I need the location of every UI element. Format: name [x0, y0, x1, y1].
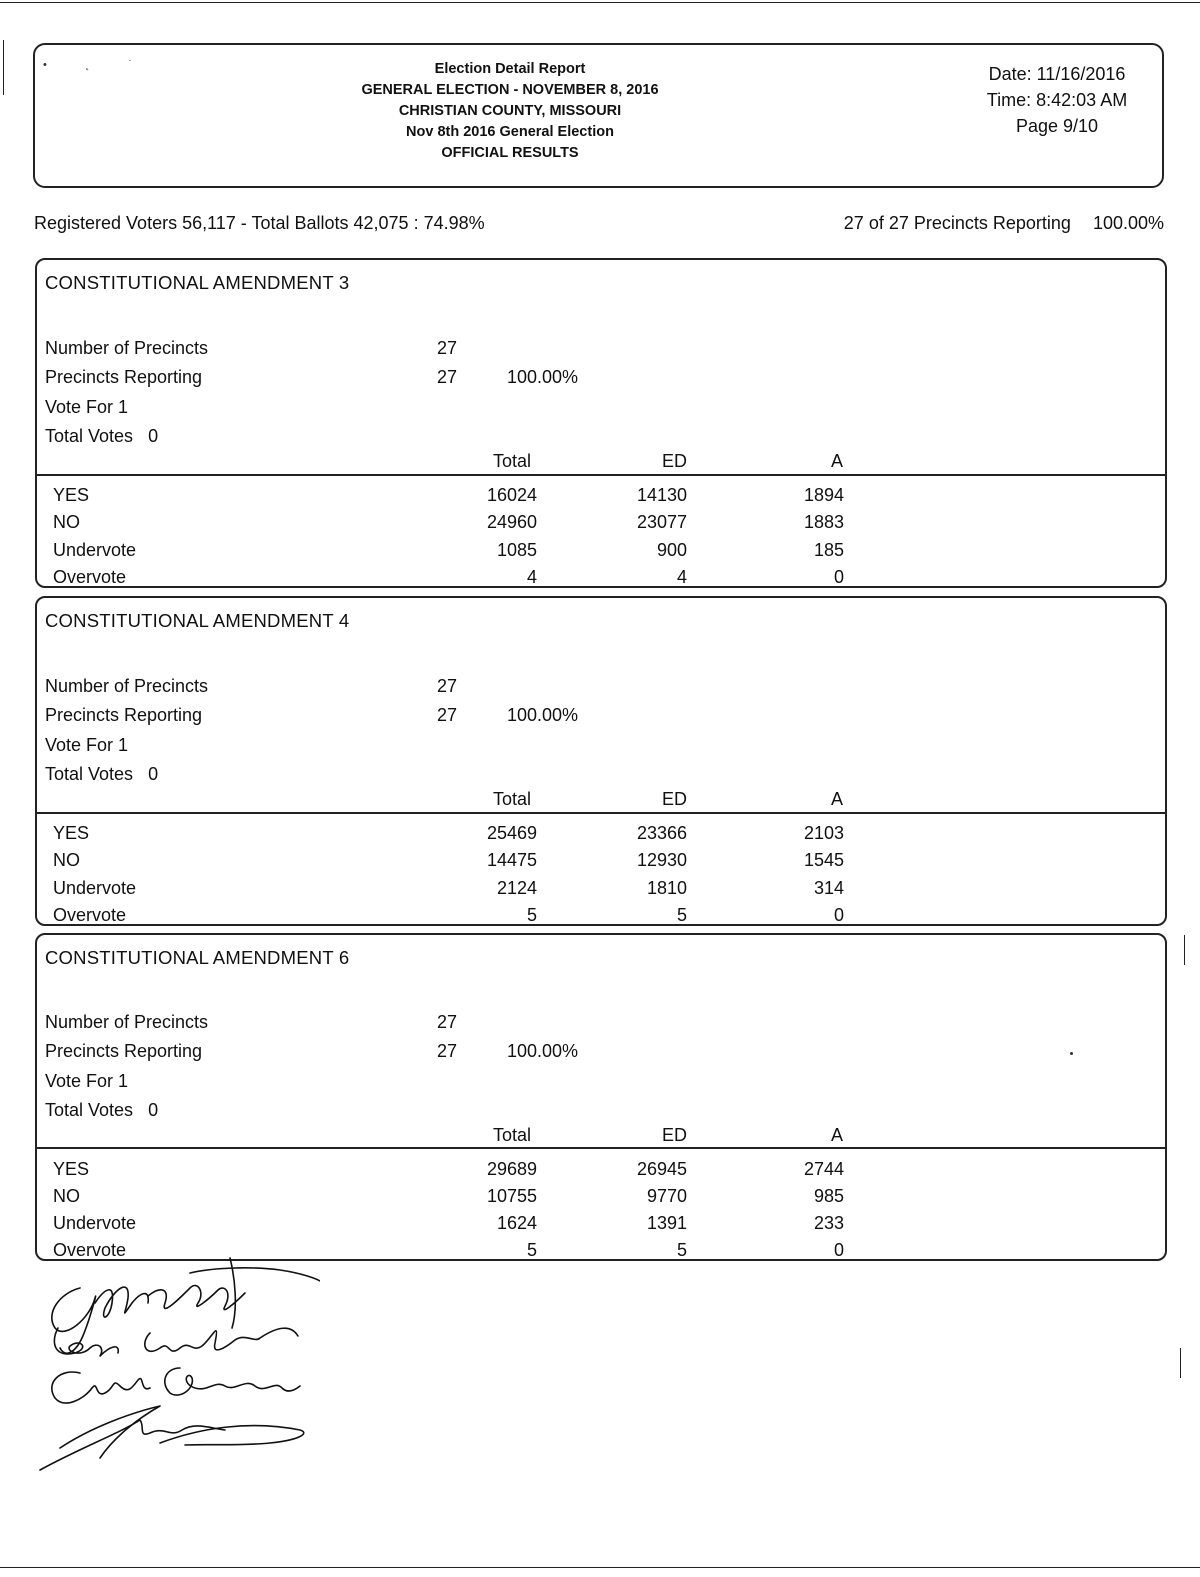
- choice-label: NO: [53, 850, 80, 870]
- scan-speck: [1070, 1052, 1073, 1055]
- total-cell: 5: [526, 1240, 537, 1260]
- total-votes-label: Total Votes: [45, 426, 134, 446]
- contest-section: [35, 933, 1167, 1261]
- column-header-total: Total: [492, 1125, 531, 1145]
- scan-specks: • ˛ ˙: [43, 59, 151, 71]
- choice-label: NO: [53, 1186, 80, 1206]
- precincts-reporting-value: 27: [437, 705, 458, 725]
- precincts-reporting-percent: 100.00%: [507, 1041, 579, 1061]
- precincts-reporting-value: 27: [437, 367, 458, 387]
- table-rule: [37, 812, 1165, 814]
- choice-label: YES: [53, 823, 90, 843]
- scan-edge-left: [3, 40, 4, 95]
- total-votes: [45, 426, 158, 447]
- choice-label: NO: [53, 512, 80, 532]
- column-header-ed: ED: [661, 789, 687, 809]
- handwritten-signatures-icon: [20, 1248, 320, 1478]
- total-cell: 2124: [496, 878, 537, 898]
- total-cell: 25469: [486, 823, 537, 843]
- scan-mark: [1184, 935, 1185, 965]
- column-header-a: A: [830, 789, 843, 809]
- report-meta: [962, 61, 1152, 139]
- ed-cell: 9770: [646, 1186, 687, 1206]
- total-cell: 4: [526, 567, 537, 587]
- a-cell: 0: [833, 905, 844, 925]
- election-title: GENERAL ELECTION - NOVEMBER 8, 2016: [361, 82, 659, 98]
- table-rule: [37, 1147, 1165, 1149]
- a-cell: 1883: [803, 512, 844, 532]
- a-cell: 314: [813, 878, 844, 898]
- vote-for-label: Vote For 1: [45, 1071, 129, 1091]
- contest-title: CONSTITUTIONAL AMENDMENT 4: [45, 610, 350, 631]
- a-cell: 2744: [803, 1159, 844, 1179]
- results-status: OFFICIAL RESULTS: [441, 145, 579, 161]
- choice-label: YES: [53, 485, 90, 505]
- total-cell: 24960: [486, 512, 537, 532]
- choice-label: Undervote: [53, 540, 137, 560]
- scan-mark: [1180, 1348, 1181, 1378]
- total-votes-label: Total Votes: [45, 1100, 134, 1120]
- total-cell: 1085: [496, 540, 537, 560]
- ed-cell: 12930: [636, 850, 687, 870]
- a-cell: 2103: [803, 823, 844, 843]
- page-number: Page 9/10: [1015, 116, 1099, 136]
- total-cell: 10755: [486, 1186, 537, 1206]
- total-votes-value: 0: [148, 1100, 159, 1120]
- choice-label: Overvote: [53, 1240, 127, 1260]
- column-header-ed: ED: [661, 451, 687, 471]
- column-header-total: Total: [492, 789, 531, 809]
- precinct-summary: [844, 213, 1164, 234]
- precincts-reporting-pct: 100.00%: [1092, 213, 1164, 233]
- column-header-total: Total: [492, 451, 531, 471]
- total-cell: 5: [526, 905, 537, 925]
- number-of-precincts-label: Number of Precincts: [45, 338, 209, 358]
- a-cell: 233: [813, 1213, 844, 1233]
- total-cell: 29689: [486, 1159, 537, 1179]
- contest-section: [35, 258, 1167, 588]
- precincts-reporting-value: 27: [437, 1041, 458, 1061]
- choice-label: Undervote: [53, 878, 137, 898]
- number-of-precincts-value: 27: [437, 338, 458, 358]
- table-rule: [37, 474, 1165, 476]
- choice-label: Overvote: [53, 567, 127, 587]
- precincts-reporting-label: Precincts Reporting: [45, 705, 203, 725]
- total-cell: 1624: [496, 1213, 537, 1233]
- precincts-reporting-percent: 100.00%: [507, 367, 579, 387]
- ed-cell: 23366: [636, 823, 687, 843]
- ed-cell: 900: [656, 540, 687, 560]
- election-name: Nov 8th 2016 General Election: [406, 124, 614, 140]
- county-name: CHRISTIAN COUNTY, MISSOURI: [398, 103, 622, 119]
- ed-cell: 5: [676, 905, 687, 925]
- ed-cell: 14130: [636, 485, 687, 505]
- total-votes: [45, 1100, 158, 1121]
- ed-cell: 23077: [636, 512, 687, 532]
- ed-cell: 26945: [636, 1159, 687, 1179]
- column-header-ed: ED: [661, 1125, 687, 1145]
- total-votes-label: Total Votes: [45, 764, 134, 784]
- contest-title: CONSTITUTIONAL AMENDMENT 3: [45, 272, 350, 293]
- scan-edge-bottom: [0, 1567, 1200, 1568]
- column-header-a: A: [830, 451, 843, 471]
- a-cell: 0: [833, 1240, 844, 1260]
- total-votes: [45, 764, 158, 785]
- ed-cell: 5: [676, 1240, 687, 1260]
- choice-label: YES: [53, 1159, 90, 1179]
- total-votes-value: 0: [148, 764, 159, 784]
- total-cell: 14475: [486, 850, 537, 870]
- a-cell: 1894: [803, 485, 844, 505]
- total-votes-value: 0: [148, 426, 159, 446]
- voter-summary: Registered Voters 56,117 - Total Ballots 42,075 : 74.98%: [34, 213, 485, 233]
- a-cell: 985: [813, 1186, 844, 1206]
- report-date: Date: 11/16/2016: [988, 64, 1126, 84]
- column-header-a: A: [830, 1125, 843, 1145]
- total-cell: 16024: [486, 485, 537, 505]
- precincts-reporting-text: 27 of 27 Precincts Reporting: [843, 213, 1071, 233]
- report-heading: [285, 59, 735, 164]
- ed-cell: 4: [676, 567, 687, 587]
- report-title: Election Detail Report: [434, 61, 586, 77]
- report-time: Time: 8:42:03 AM: [986, 90, 1128, 110]
- vote-for-label: Vote For 1: [45, 397, 129, 417]
- number-of-precincts-label: Number of Precincts: [45, 676, 209, 696]
- precincts-reporting-label: Precincts Reporting: [45, 367, 203, 387]
- precincts-reporting-percent: 100.00%: [507, 705, 579, 725]
- choice-label: Undervote: [53, 1213, 137, 1233]
- precincts-reporting-label: Precincts Reporting: [45, 1041, 203, 1061]
- a-cell: 185: [813, 540, 844, 560]
- contest-title: CONSTITUTIONAL AMENDMENT 6: [45, 947, 350, 968]
- number-of-precincts-value: 27: [437, 676, 458, 696]
- report-header: [33, 43, 1164, 188]
- vote-for-label: Vote For 1: [45, 735, 129, 755]
- a-cell: 1545: [803, 850, 844, 870]
- ed-cell: 1391: [646, 1213, 687, 1233]
- number-of-precincts-value: 27: [437, 1012, 458, 1032]
- a-cell: 0: [833, 567, 844, 587]
- scan-edge-top: [0, 2, 1200, 3]
- choice-label: Overvote: [53, 905, 127, 925]
- contest-section: [35, 596, 1167, 926]
- ed-cell: 1810: [646, 878, 687, 898]
- number-of-precincts-label: Number of Precincts: [45, 1012, 209, 1032]
